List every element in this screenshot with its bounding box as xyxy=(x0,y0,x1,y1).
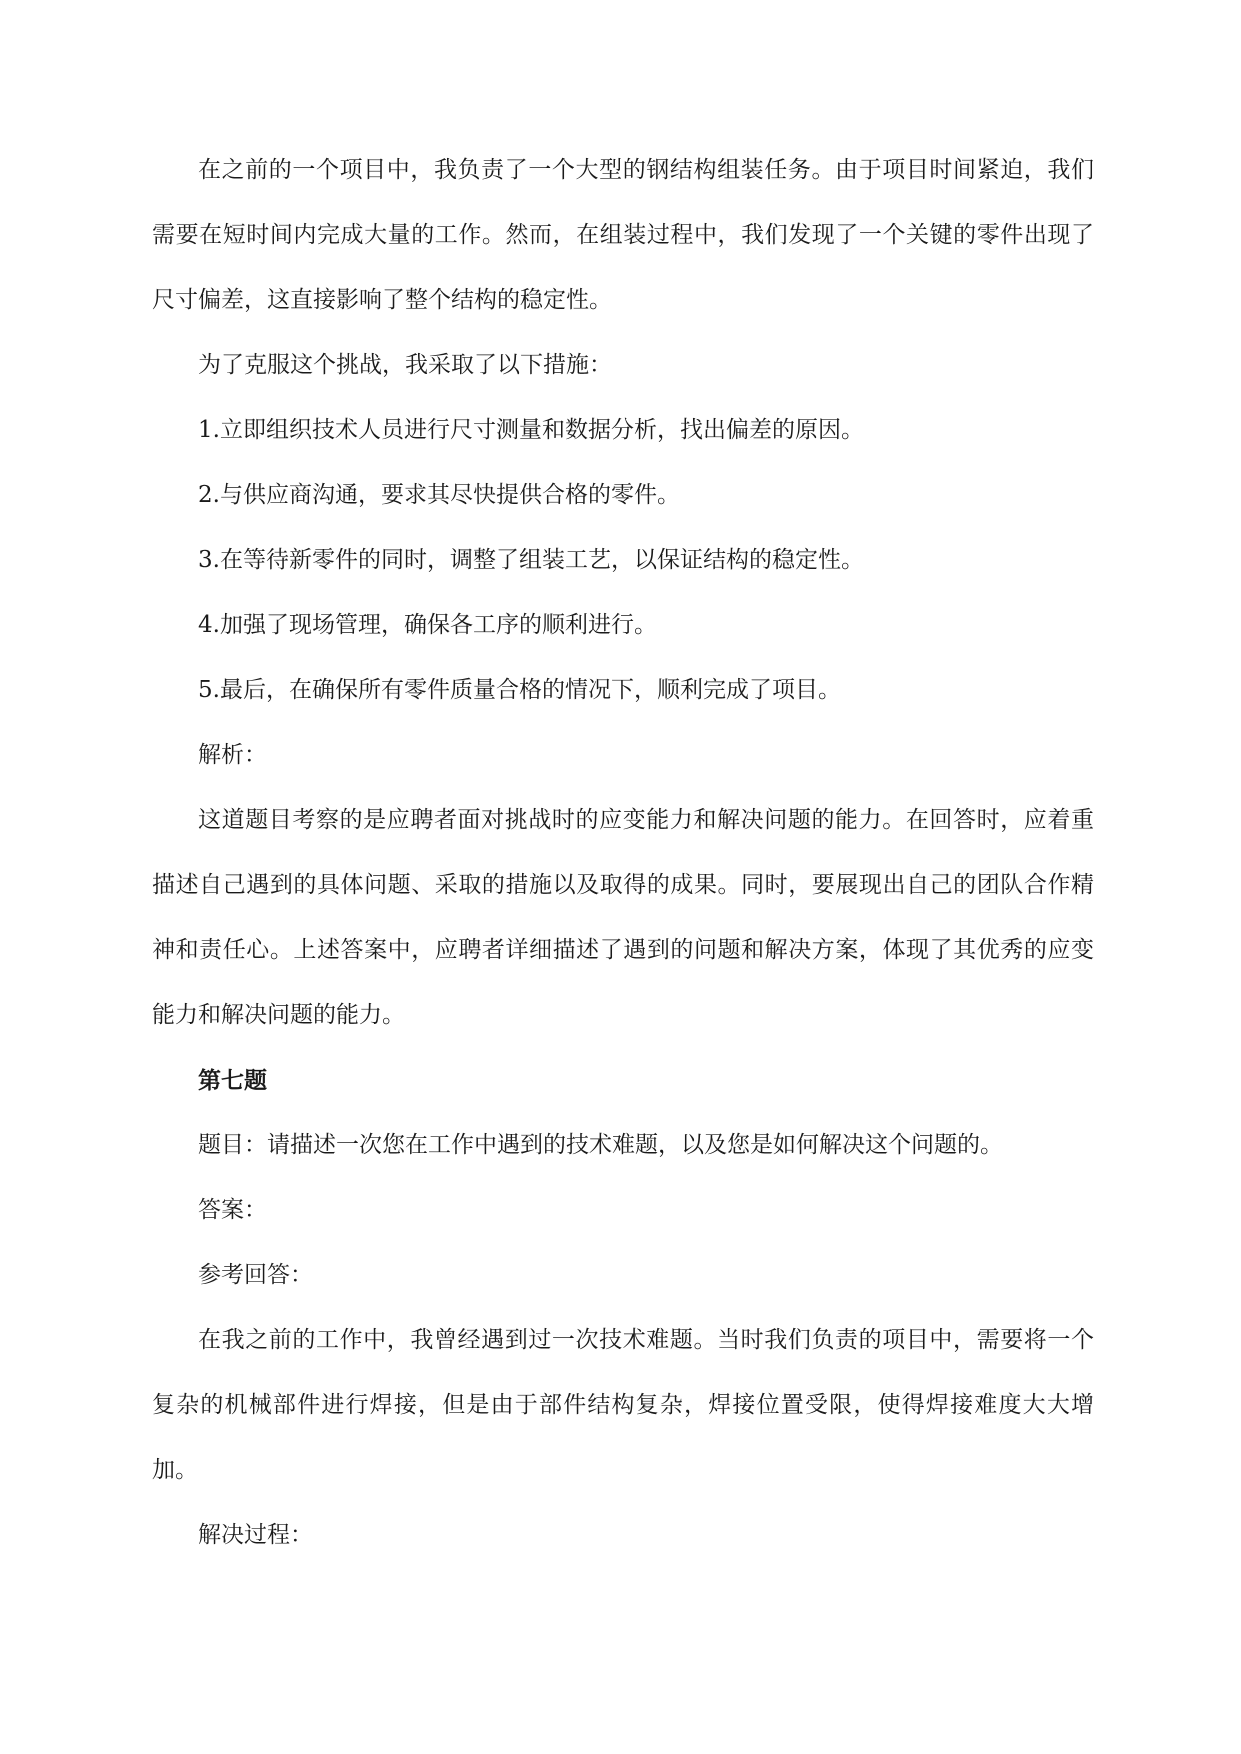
paragraph-project-background: 在之前的一个项目中，我负责了一个大型的钢结构组装任务。由于项目时间紧迫，我们需要在短时间内完成大量的工作。然而，在组装过程中，我们发现了一个关键的零件出现了尺寸偏差，这直接影响了整个结构的稳定性。 xyxy=(152,157,1094,313)
list-item-measure-4: 4.加强了现场管理，确保各工序的顺利进行。 xyxy=(198,612,657,638)
list-item-measure-5: 5.最后，在确保所有零件质量合格的情况下，顺利完成了项目。 xyxy=(198,677,841,703)
question-text: 题目：请描述一次您在工作中遇到的技术难题，以及您是如何解决这个问题的。 xyxy=(198,1132,1003,1158)
list-item-measure-1: 1.立即组织技术人员进行尺寸测量和数据分析，找出偏差的原因。 xyxy=(198,417,864,443)
paragraph-technical-problem: 在我之前的工作中，我曾经遇到过一次技术难题。当时我们负责的项目中，需要将一个复杂的机械部件进行焊接，但是由于部件结构复杂，焊接位置受限，使得焊接难度大大增加。 xyxy=(152,1327,1094,1483)
solution-process-label: 解决过程： xyxy=(198,1522,313,1548)
section-heading-question-7: 第七题 xyxy=(198,1067,267,1094)
document-body xyxy=(152,138,1094,1568)
analysis-label: 解析： xyxy=(198,742,267,768)
paragraph-measures-intro: 为了克服这个挑战，我采取了以下措施： xyxy=(198,352,612,378)
reference-answer-label: 参考回答： xyxy=(198,1262,313,1288)
paragraph-analysis: 这道题目考察的是应聘者面对挑战时的应变能力和解决问题的能力。在回答时，应着重描述自己遇到的具体问题、采取的措施以及取得的成果。同时，要展现出自己的团队合作精神和责任心。上述答案中，应聘者详细描述了遇到的问题和解决方案，体现了其优秀的应变能力和解决问题的能力。 xyxy=(152,807,1094,1028)
answer-label: 答案： xyxy=(198,1197,267,1223)
list-item-measure-2: 2.与供应商沟通，要求其尽快提供合格的零件。 xyxy=(198,482,680,508)
list-item-measure-3: 3.在等待新零件的同时，调整了组装工艺，以保证结构的稳定性。 xyxy=(198,547,864,573)
